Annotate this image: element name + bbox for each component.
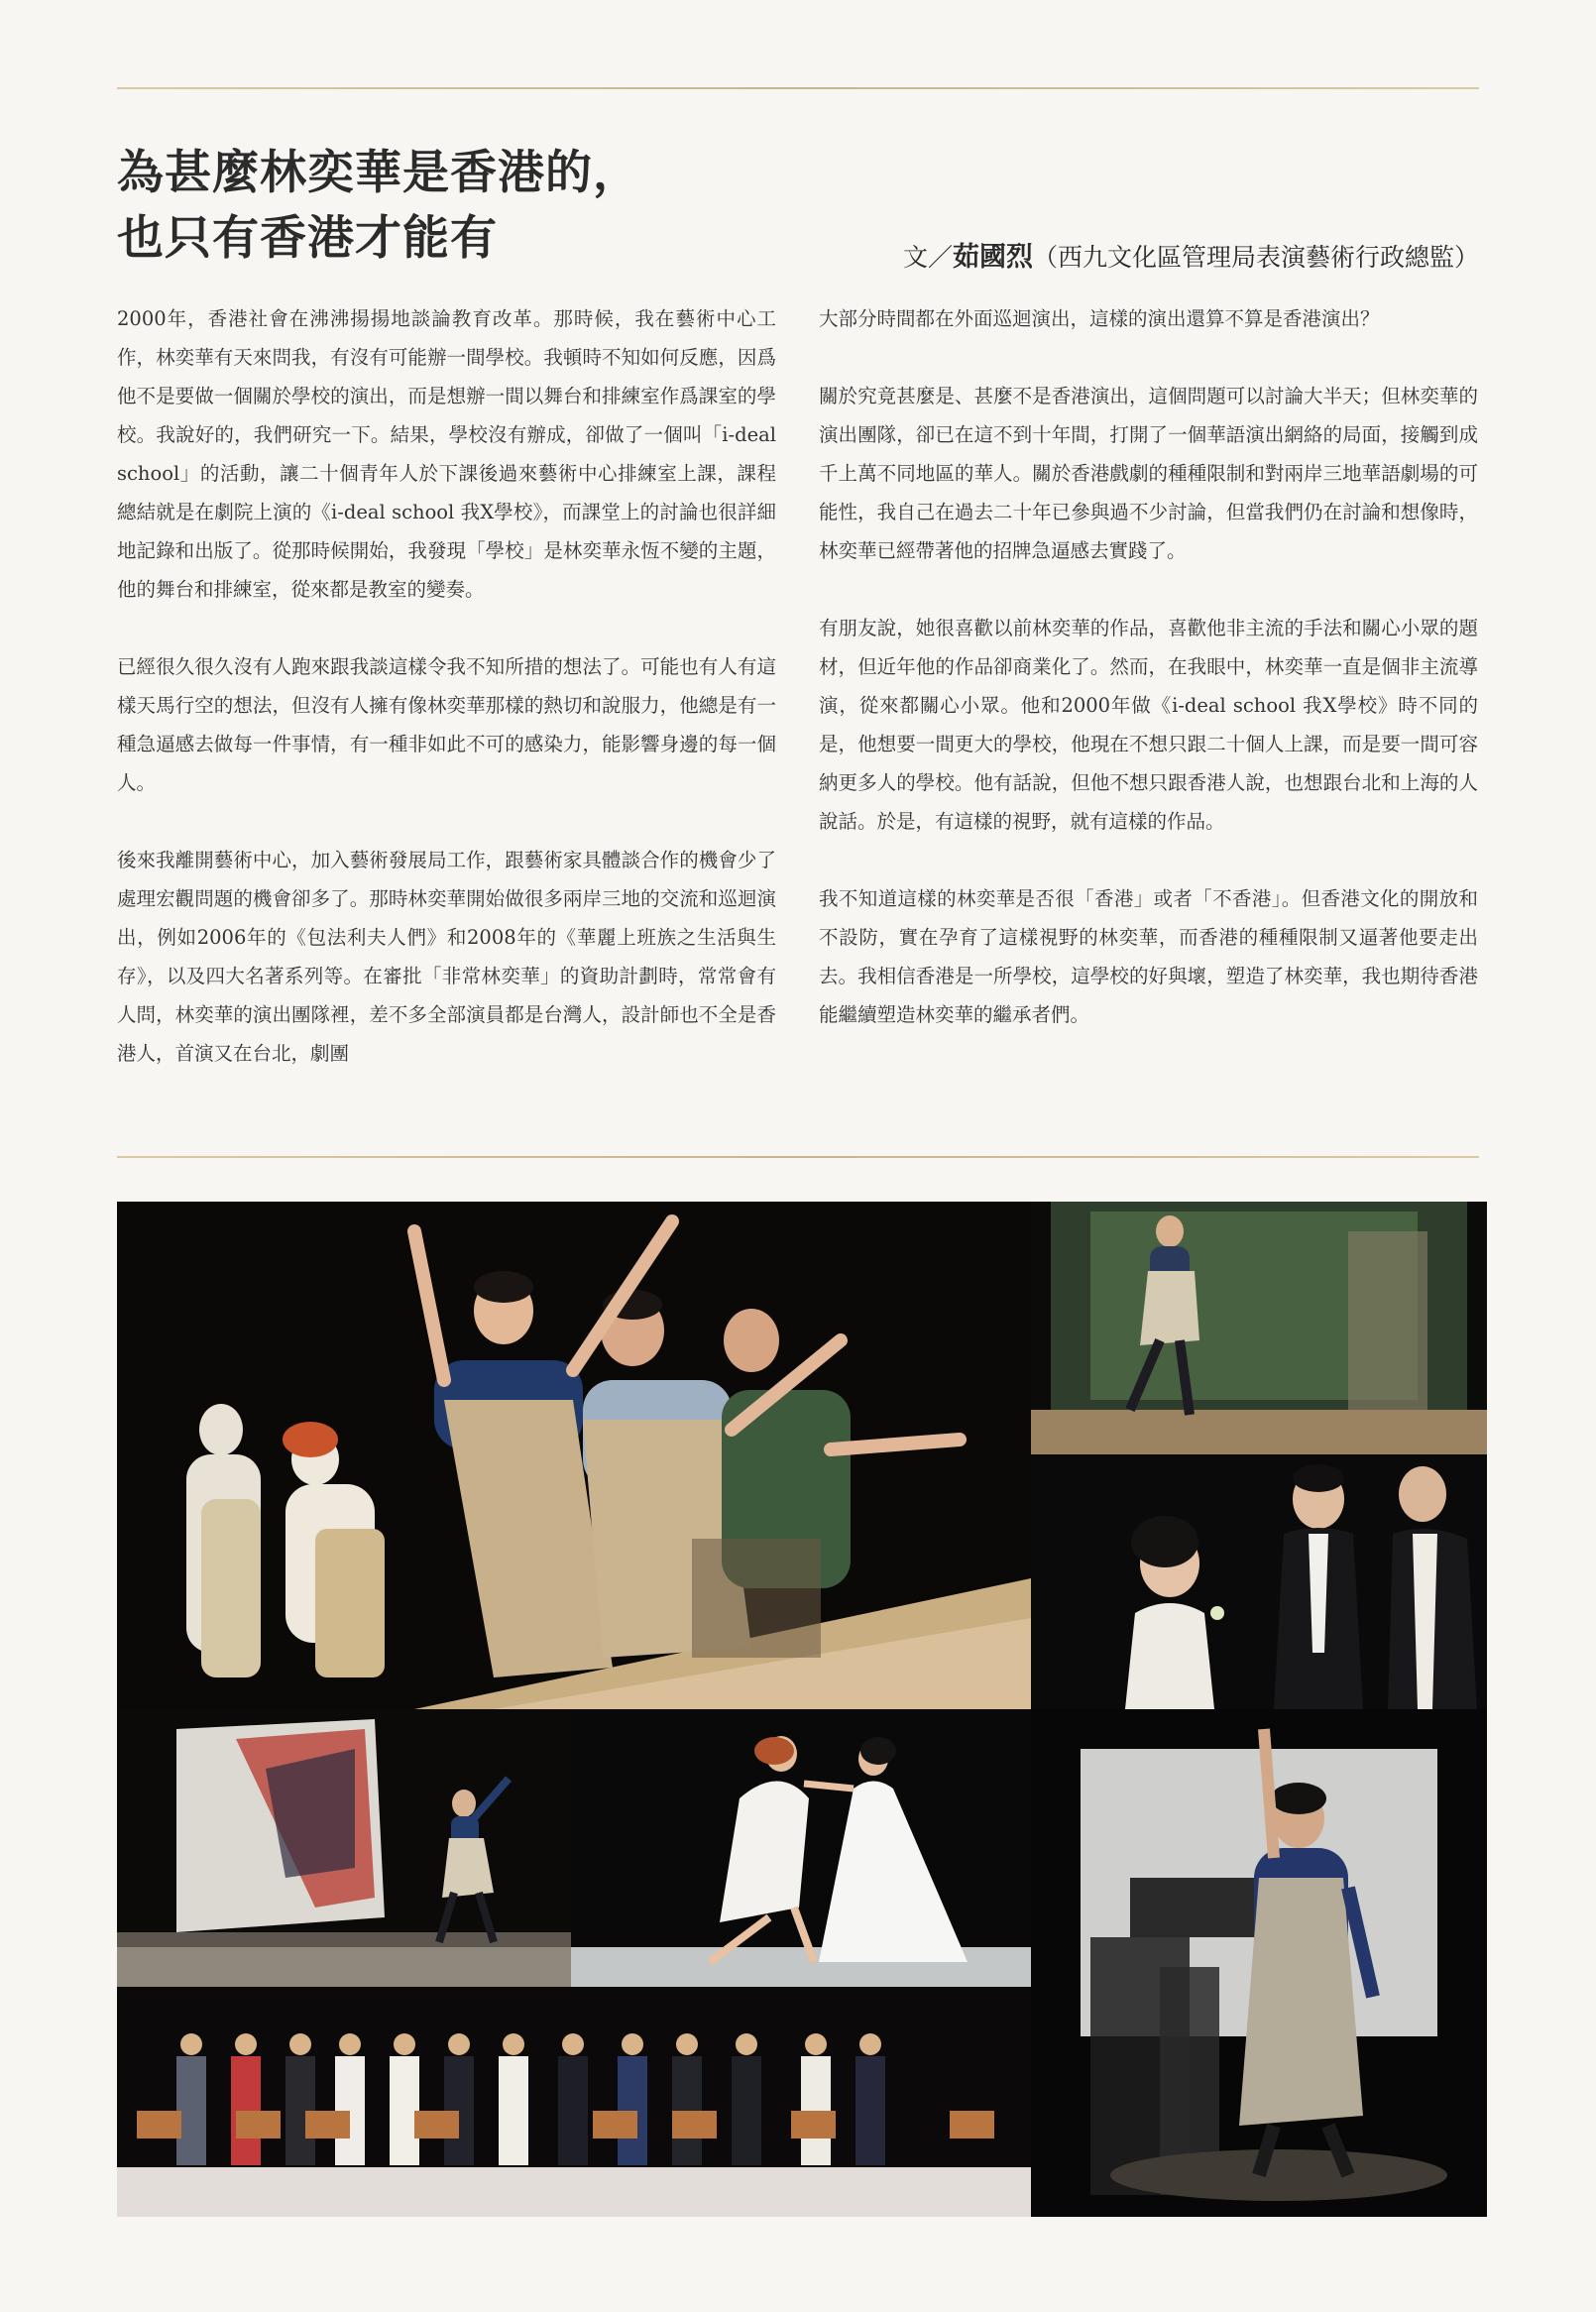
paragraph: 我不知道這樣的林奕華是否很「香港」或者「不香港」。但香港文化的開放和不設防，實在孕育了這樣視野的林奕華，而香港的種種限制又逼著他要走出去。我相信香港是一所學校，這學校的好與壞，塑造了林奕華，我也期待香港能繼續塑造林奕華的繼承者們。 <box>819 887 1478 1026</box>
photo-two-dancers <box>571 1709 1031 1987</box>
middle-divider <box>117 1156 1479 1158</box>
photo-gallery <box>117 1202 1487 2217</box>
author-name: 茹國烈 <box>952 242 1033 273</box>
paragraph: 後來我離開藝術中心，加入藝術發展局工作，跟藝術家具體談合作的機會少了處理宏觀問題的機會卻多了。那時林奕華開始做很多兩岸三地的交流和巡迴演出，例如2006年的《包法利夫人們》和2008年的《華麗上班族之生活與生存》，以及四大名著系列等。在審批「非常林奕華」的資助計劃時，常常會有人問，林奕華的演出團隊裡，差不多全部演員都是台灣人，設計師也不全是香港人，首演又在台北，劇團 <box>117 849 776 1065</box>
photo-ensemble-dance <box>117 1202 1031 1709</box>
title-line-1: 為甚麼林奕華是香港的， <box>117 146 640 200</box>
article-title <box>117 141 640 272</box>
photo-curtain-call <box>117 1987 1031 2217</box>
photo-solo-window <box>1031 1202 1487 1454</box>
paragraph: 2000年，香港社會在沸沸揚揚地談論教育改革。那時候，我在藝術中心工作，林奕華有天來問我，有沒有可能辦一間學校。我頓時不知如何反應，因爲他不是要做一個關於學校的演出，而是想辦一間以舞台和排練室作爲課室的學校。我說好的，我們研究一下。結果，學校沒有辦成，卻做了一個叫「i-deal school」的活動，讓二十個青年人於下課後過來藝術中心排練室上課，課程總結就是在劇院上演的《i-deal school 我X學校》，而課堂上的討論也很詳細地記錄和出版了。從那時候開始，我發現「學校」是林奕華永恆不變的主題，他的舞台和排練室，從來都是教室的變奏。 <box>117 307 776 601</box>
byline <box>903 240 1479 276</box>
photo-solo-dancer-screen <box>117 1709 571 1987</box>
byline-prefix: 文／ <box>902 243 953 272</box>
paragraph: 關於究竟甚麼是、甚麼不是香港演出，這個問題可以討論大半天；但林奕華的演出團隊，卻已在這不到十年間，打開了一個華語演出網絡的局面，接觸到成千上萬不同地區的華人。關於香港戲劇的種種限制和對兩岸三地華語劇場的可能性，我自己在過去二十年已參與過不少討論，但當我們仍在討論和想像時，林奕華已經帶著他的招牌急逼感去實踐了。 <box>819 385 1478 562</box>
top-divider <box>117 87 1479 89</box>
title-line-2: 也只有香港才能有 <box>117 211 498 266</box>
paragraph: 有朋友說，她很喜歡以前林奕華的作品，喜歡他非主流的手法和關心小眾的題材，但近年他的作品卻商業化了。然而，在我眼中，林奕華一直是個非主流導演，從來都關心小眾。他和2000年做《i-deal school 我X學校》時不同的是，他想要一間更大的學校，他現在不想只跟二十個人上課，而是要一間可容納更多人的學校。他有話說，但他不想只跟香港人說，也想跟台北和上海的人說話。於是，有這樣的視野，就有這樣的作品。 <box>819 617 1478 833</box>
photo-man-apron-spotlight <box>1031 1709 1487 2217</box>
paragraph: 大部分時間都在外面巡迴演出，這樣的演出還算不算是香港演出？ <box>819 307 1380 330</box>
article-column-right <box>819 299 1478 1073</box>
paragraph: 已經很久很久沒有人跑來跟我談這樣令我不知所措的想法了。可能也有人有這樣天馬行空的想法，但沒有人擁有像林奕華那樣的熱切和說服力，他總是有一種急逼感去做每一件事情，有一種非如此不可的感染力，能影響身邊的每一個人。 <box>117 655 776 794</box>
photo-wedding-scene <box>1031 1454 1487 1709</box>
article-column-left <box>117 299 776 1111</box>
author-title: （西九文化區管理局表演藝術行政總監） <box>1032 243 1479 272</box>
